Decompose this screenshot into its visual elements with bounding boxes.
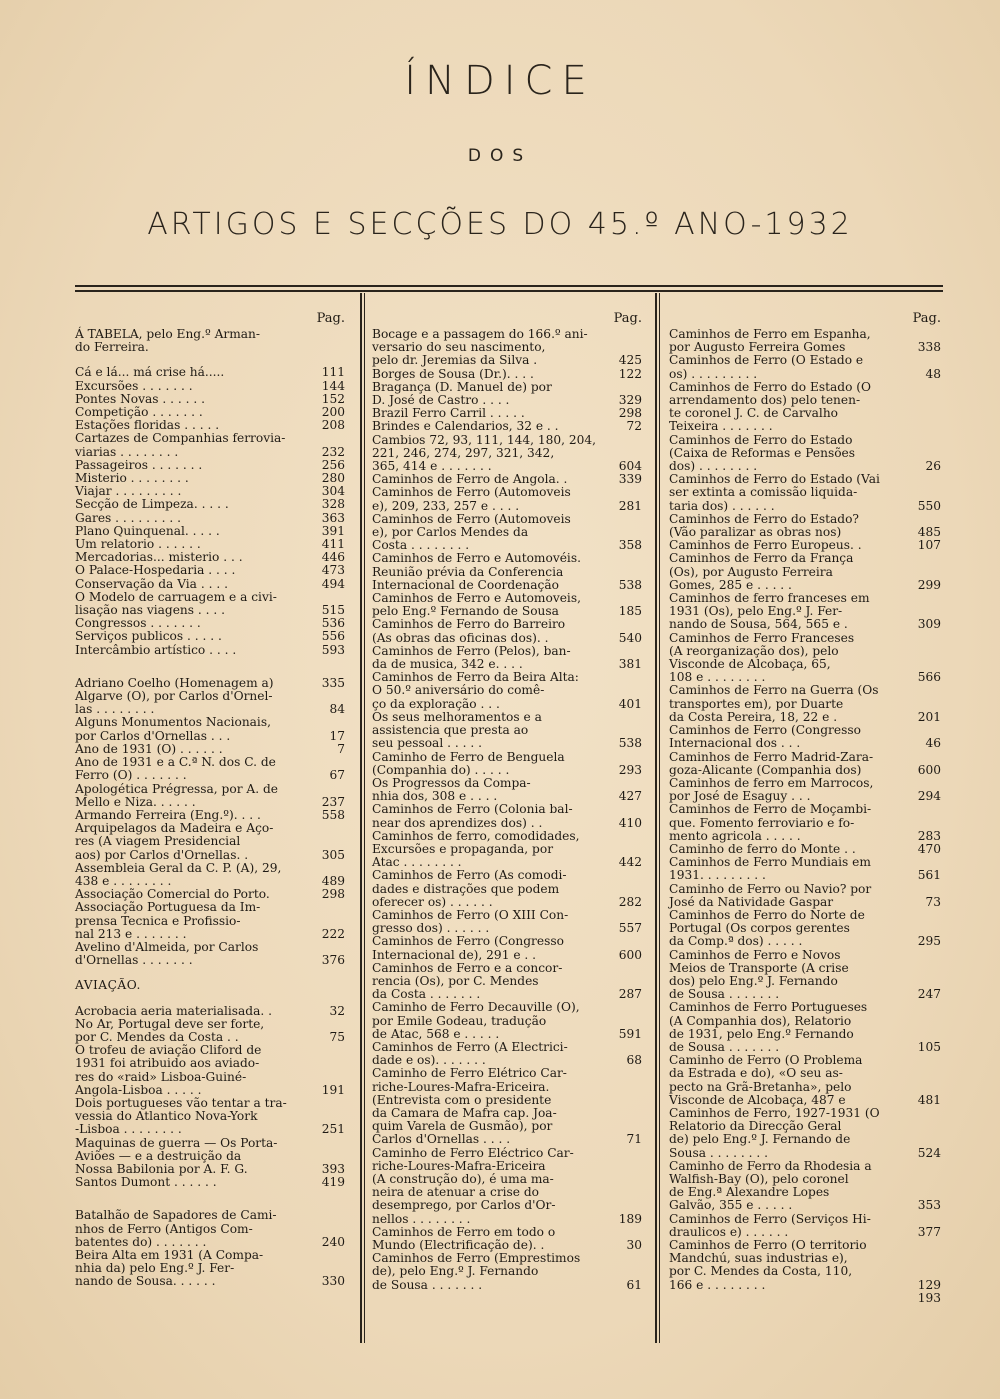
entry-page-number: 48: [925, 366, 941, 381]
index-entry: [669, 856, 941, 882]
index-entry: [669, 777, 941, 803]
entry-title: Caminhos de Ferro (Colonia bal- near dos aprendizes dos) . .: [372, 802, 573, 830]
entry-title: Cambios 72, 93, 111, 144, 180, 204, 221, 246, 274, 297, 321, 342, 365, 414 e . . . . . . .: [372, 432, 596, 474]
index-entry: [669, 552, 941, 592]
entry-title: Caminhos de Ferro do Estado (Vai ser extinta a comissão liquida- taria dos) . . . . . .: [669, 472, 880, 513]
entry-page-number: 17: [329, 728, 345, 743]
entry-page-number: 358: [618, 538, 642, 553]
entry-title: Misterio . . . . . . . .: [75, 471, 189, 486]
entry-title: Plano Quinquenal. . . . .: [75, 523, 220, 538]
page-column-header: Pag.: [316, 311, 345, 326]
entry-title: Caminhos de Ferro e Automovéis. Reunião prévia da Conferencia Internacional de Coordenação: [372, 551, 581, 592]
index-entry: [372, 420, 642, 433]
index-entry: [372, 751, 642, 777]
top-rule-thin: [75, 290, 943, 292]
index-entry: [75, 1137, 345, 1177]
entry-title: No Ar, Portugal deve ser forte, por C. Mendes da Costa . .: [75, 1016, 265, 1044]
entry-title: Alguns Monumentos Nacionais, por Carlos d'Ornellas . . .: [75, 715, 271, 743]
entry-title: Avelino d'Almeida, por Carlos d'Ornellas . . . . . . .: [75, 939, 259, 968]
entry-page-number: 558: [321, 807, 345, 822]
entry-page-number: 540: [618, 630, 642, 645]
index-entry: [669, 909, 941, 949]
index-entry: [669, 724, 941, 750]
index-entry: [669, 354, 941, 380]
entry-title: Caminhos de Ferro do Estado (Caixa de Reformas e Pensões dos) . . . . . . . .: [669, 432, 856, 474]
entry-page-number: 381: [618, 657, 642, 672]
entry-title: Caminhos de Ferro (Congresso Internacional de), 291 e . .: [372, 934, 564, 962]
entry-page-number: 84: [329, 702, 345, 717]
entry-title: Maquinas de guerra — Os Porta- Aviões — e a destruição da Nossa Babilonia por A. F. G.: [75, 1135, 278, 1176]
entry-page-number: 61: [626, 1277, 642, 1292]
index-entry: [669, 1054, 941, 1107]
entry-page-number: 193: [917, 1290, 941, 1305]
index-entry: [669, 328, 941, 354]
entry-title: Caminho de Ferro de Benguela (Companhia do) . . . . .: [372, 749, 565, 777]
entry-page-number: 122: [618, 366, 642, 381]
column-divider: [360, 293, 362, 1343]
entry-title: Caminhos de Ferro do Estado? (Vão paralizar as obras nos): [669, 511, 859, 540]
spacer: [75, 657, 345, 677]
entry-page-number: 201: [917, 709, 941, 724]
index-entry: [75, 328, 345, 354]
entry-page-number: 524: [917, 1145, 941, 1160]
index-entry: [75, 783, 345, 809]
entry-title: Caminhos de Ferro Mundiais em 1931. . . . . . . . .: [669, 855, 871, 883]
entry-page-number: 208: [321, 418, 345, 433]
entry-page-number: 30: [626, 1238, 642, 1253]
entry-title: Caminhos de Ferro na Guerra (Os transportes em), por Duarte da Costa Pereira, 18, 22 e .: [669, 683, 879, 724]
entry-page-number: 330: [321, 1274, 345, 1289]
index-entry: [372, 935, 642, 961]
entry-title: Secção de Limpeza. . . . .: [75, 497, 229, 512]
entry-page-number: 550: [917, 498, 941, 513]
entry-title: Gares . . . . . . . . .: [75, 510, 182, 525]
index-entry: [669, 949, 941, 1002]
index-entry: [372, 711, 642, 751]
entry-page-number: 46: [925, 736, 941, 751]
index-entry: [75, 512, 345, 525]
entry-page-number: 287: [618, 987, 642, 1002]
entry-title: Caminhos de Ferro da França (Os), por Augusto Ferreira Gomes, 285 e . . . . .: [669, 551, 854, 592]
index-entry: [669, 684, 941, 724]
entry-title: Caminhos de Ferro, 1927-1931 (O Relatorio da Direcção Geral de) pelo Eng.º J. Fernando de Sousa . . . . . . . .: [669, 1105, 880, 1160]
entry-title: Brindes e Calendarios, 32 e . .: [372, 419, 559, 434]
entry-page-number: 26: [925, 459, 941, 474]
entry-page-number: 298: [321, 887, 345, 902]
entry-page-number: 304: [321, 484, 345, 499]
entry-title: Caminhos de Ferro e Automoveis, pelo Eng.º Fernando de Sousa: [372, 591, 581, 619]
title-connector: DOS: [467, 146, 533, 166]
entry-title: Caminhos de Ferro Portugueses (A Companhia dos), Relatorio de 1931, pelo Eng.º Fernando de Sousa . . . . . . .: [669, 1000, 868, 1054]
index-entry: [372, 909, 642, 935]
entry-title: Caminho de ferro do Monte . .: [669, 841, 856, 856]
column-divider: [364, 293, 365, 1343]
entry-title: Caminhos de Ferro (Automoveis e), 209, 233, 257 e . . . .: [372, 485, 571, 513]
index-entry: [75, 690, 345, 716]
entry-title: Caminhos de Ferro Madrid-Zara- goza-Alicante (Companhia dos): [669, 749, 874, 777]
entry-page-number: 32: [329, 1003, 345, 1018]
entry-page-number: 604: [618, 459, 642, 474]
entry-page-number: 185: [618, 604, 642, 619]
index-entry: [372, 434, 642, 474]
entry-page-number: 556: [321, 629, 345, 644]
entry-page-number: 280: [321, 471, 345, 486]
entry-page-number: 600: [618, 947, 642, 962]
index-entry: [75, 1176, 345, 1189]
entry-page-number: 481: [917, 1092, 941, 1107]
entry-title: O 50.º aniversário do comê- ço da exploração . . .: [372, 683, 545, 711]
entry-title: Estações floridas . . . . .: [75, 418, 220, 433]
index-entry: [75, 901, 345, 941]
entry-page-number: 281: [618, 498, 642, 513]
entry-title: Caminhos de Ferro do Barreiro (As obras das oficinas dos). .: [372, 617, 566, 645]
index-entry: [669, 1213, 941, 1239]
entry-title: Caminhos de Ferro de Moçambi- que. Fomento ferroviario e fo- mento agricola . . . . .: [669, 802, 872, 843]
entry-page-number: 353: [917, 1198, 941, 1213]
page-column-header: Pag.: [613, 311, 642, 326]
entry-title: AVIAÇÃO.: [75, 978, 141, 993]
entry-title: Associação Comercial do Porto.: [75, 887, 270, 902]
index-entry: [372, 1252, 642, 1292]
entry-page-number: 536: [321, 616, 345, 631]
top-rule: [75, 285, 943, 287]
entry-page-number: 335: [321, 675, 345, 690]
entry-page-number: 470: [917, 841, 941, 856]
entry-title: Caminhos de Ferro (O territorio Mandchú, suas industrias e), por C. Mendes da Costa, 110, 166 e . . . . . . . .: [669, 1238, 867, 1292]
index-entry: [372, 777, 642, 803]
index-entry: [372, 1067, 642, 1146]
entry-page-number: 283: [917, 828, 941, 843]
index-entry: [75, 756, 345, 782]
index-entry: [75, 380, 345, 393]
column-divider: [655, 293, 657, 1343]
entry-page-number: 411: [321, 537, 345, 552]
index-entry: [372, 486, 642, 512]
entry-page-number: 329: [618, 393, 642, 408]
entry-page-number: 393: [321, 1161, 345, 1176]
entry-title: Caminhos de Ferro em todo o Mundo (Electrificação de). .: [372, 1224, 556, 1253]
entry-page-number: 566: [917, 670, 941, 685]
entry-page-number: 75: [329, 1029, 345, 1044]
index-column-1: [75, 310, 345, 1289]
index-entry: [372, 803, 642, 829]
entry-title: Caminhos de Ferro Franceses (A reorganização dos), pelo Visconde de Alcobaça, 65, 108 e . . . . . . . .: [669, 630, 855, 685]
entry-title: Caminhos de Ferro (A Electrici- dade e os). . . . . . .: [372, 1039, 568, 1068]
index-entry: [75, 366, 345, 379]
entry-title: Caminhos de Ferro (O Estado e os) . . . . . . . . .: [669, 353, 864, 381]
entry-title: Caminhos de Ferro (Serviços Hi- draulicos e) . . . . . .: [669, 1211, 871, 1239]
index-entry: [75, 630, 345, 643]
index-entry: [372, 869, 642, 909]
index-entry: [372, 618, 642, 644]
entry-title: Ano de 1931 (O) . . . . . .: [75, 741, 223, 756]
entry-page-number: 152: [321, 391, 345, 406]
entry-title: Brazil Ferro Carril . . . . .: [372, 406, 525, 421]
entry-title: Caminhos de Ferro em Espanha, por Augusto Ferreira Gomes: [669, 327, 871, 355]
entry-title: Armando Ferreira (Eng.º). . . .: [75, 807, 261, 822]
index-entry: [75, 822, 345, 862]
entry-title: Os seus melhoramentos e a assistencia que presta ao seu pessoal . . . . .: [372, 709, 542, 751]
index-entry: [75, 1249, 345, 1289]
entry-page-number: 338: [917, 340, 941, 355]
entry-page-number: 593: [321, 642, 345, 657]
index-entry: [372, 381, 642, 407]
entry-page-number: 232: [321, 444, 345, 459]
entry-title: Caminho de Ferro Decauville (O), por Emile Godeau, tradução de Atac, 568 e . . . . .: [372, 1000, 580, 1041]
entry-title: Caminho de Ferro da Rhodesia a Walfish-Bay (O), pelo coronel de Eng.ª Alexandre Lopes Galvão, 355 e . . . . .: [669, 1158, 872, 1213]
entry-title: Beira Alta em 1931 (A Compa- nhia da) pelo Eng.º J. Fer- nando de Sousa. . . . . .: [75, 1248, 264, 1289]
entry-page-number: 419: [321, 1175, 345, 1190]
entry-page-number: 299: [917, 577, 941, 592]
entry-title: O Modelo de carruagem e a civi- lisação nas viagens . . . .: [75, 589, 277, 618]
entry-title: Intercâmbio artístico . . . .: [75, 642, 237, 657]
entry-page-number: 105: [917, 1039, 941, 1054]
entry-title: Caminhos de ferro em Marrocos, por José de Esaguy . . .: [669, 775, 874, 804]
index-entry: [75, 862, 345, 888]
entry-title: Caminho de Ferro (O Problema da Estrada e do), «O seu as- pecto na Grã-Bretanha», pelo Visconde de Alcobaça, 487 e: [669, 1053, 863, 1107]
entry-page-number: 376: [321, 953, 345, 968]
index-entry: [75, 591, 345, 617]
entry-title: Acrobacia aeria materialisada. .: [75, 1003, 272, 1018]
index-entry: [75, 564, 345, 577]
index-entry: [372, 684, 642, 710]
entry-page-number: 377: [917, 1224, 941, 1239]
index-entry: [669, 883, 941, 909]
index-entry: [669, 434, 941, 474]
index-entry: [669, 513, 941, 539]
spacer: [75, 993, 345, 1005]
entry-page-number: 442: [618, 855, 642, 870]
entry-title: O trofeu de aviação Cliford de 1931 foi atribuido aos aviado- res do «raid» Lisboa-Guiné- Angola-Lisboa . . . . .: [75, 1043, 262, 1097]
index-entry: [669, 473, 941, 513]
entry-page-number: 446: [321, 550, 345, 565]
index-entry: [372, 552, 642, 592]
entry-title: Caminhos de Ferro (O XIII Con- gresso dos) . . . . . .: [372, 907, 569, 936]
entry-title: Bragança (D. Manuel de) por D. José de Castro . . . .: [372, 379, 552, 408]
entry-page-number: 251: [321, 1122, 345, 1137]
index-entry: [75, 498, 345, 511]
entry-page-number: 391: [321, 523, 345, 538]
index-entry: [669, 1239, 941, 1292]
entry-page-number: 237: [321, 794, 345, 809]
entry-page-number: 473: [321, 563, 345, 578]
entry-page-number: 561: [917, 868, 941, 883]
entry-title: Arquipelagos da Madeira e Aço- res (A viagem Presidencial aos) por Carlos d'Ornellas. .: [75, 821, 274, 862]
entry-page-number: 538: [618, 577, 642, 592]
entry-title: Congressos . . . . . . .: [75, 616, 201, 631]
entry-page-number: 309: [917, 617, 941, 632]
entry-title: Caminhos de ferro franceses em 1931 (Os), pelo Eng.º J. Fer- nando de Sousa, 564, 565 e .: [669, 591, 870, 632]
index-entry: [669, 632, 941, 685]
entry-title: Serviços publicos . . . . .: [75, 629, 222, 644]
entry-title: O Palace-Hospedaria . . . .: [75, 563, 236, 578]
entry-page-number: 282: [618, 894, 642, 909]
index-entry: [669, 1107, 941, 1160]
entry-title: Borges de Sousa (Dr.). . . .: [372, 366, 534, 381]
entry-title: Bocage e a passagem do 166.º ani- versario do seu nascimento, pelo dr. Jeremias da Silva .: [372, 327, 588, 368]
entry-page-number: 427: [618, 789, 642, 804]
entry-page-number: 256: [321, 457, 345, 472]
index-entry: [75, 644, 345, 657]
index-entry: [372, 592, 642, 618]
entry-page-number: 247: [917, 987, 941, 1002]
entry-title: Cartazes de Companhias ferrovia- viarias . . . . . . . .: [75, 431, 286, 459]
entry-title: Á TABELA, pelo Eng.º Arman- do Ferreira.: [75, 327, 261, 355]
entry-title: Caminhos de Ferro (Automoveis e), por Carlos Mendes da Costa . . . . . . . .: [372, 511, 571, 553]
entry-page-number: 72: [626, 419, 642, 434]
entry-page-number: 293: [618, 762, 642, 777]
entry-title: Caminhos de Ferro (Emprestimos de), pelo Eng.º J. Fernando de Sousa . . . . . . .: [372, 1251, 581, 1292]
index-entry: [372, 368, 642, 381]
entry-page-number: 485: [917, 525, 941, 540]
index-entry: [372, 830, 642, 870]
entry-page-number: 591: [618, 1026, 642, 1041]
entry-page-number: 191: [321, 1082, 345, 1097]
entry-title: Passageiros . . . . . . .: [75, 457, 203, 472]
entry-title: Dois portugueses vão tentar a tra- vessia do Atlantico Nova-York -Lisboa . . . . . . . .: [75, 1095, 287, 1137]
index-entry: [75, 1097, 345, 1137]
entry-page-number: 189: [618, 1211, 642, 1226]
entry-page-number: 294: [917, 789, 941, 804]
entry-page-number: 222: [321, 926, 345, 941]
index-entry: [75, 578, 345, 591]
entry-page-number: 68: [626, 1053, 642, 1068]
entry-page-number: 144: [321, 378, 345, 393]
index-entry: [75, 941, 345, 967]
entry-page-number: 410: [618, 815, 642, 830]
index-entry: [372, 513, 642, 553]
index-entry: [75, 716, 345, 742]
page-column-header: Pag.: [912, 311, 941, 326]
index-entry: [669, 1292, 941, 1305]
entry-title: Os Progressos da Compa- nhia dos, 308 e . . . .: [372, 775, 531, 804]
entry-title: Conservação da Via . . . .: [75, 576, 228, 591]
index-entry: [372, 645, 642, 671]
entry-title: Caminhos de Ferro e a concor- rencia (Os), por C. Mendes da Costa . . . . . . .: [372, 960, 563, 1002]
index-entry: [75, 1044, 345, 1097]
entry-title: Competição . . . . . . .: [75, 405, 203, 420]
index-entry: [372, 1147, 642, 1226]
index-entry: [75, 432, 345, 458]
entry-page-number: 295: [917, 934, 941, 949]
entry-page-number: 7: [337, 741, 345, 756]
entry-title: Excursões . . . . . . .: [75, 378, 193, 393]
entry-page-number: 129: [917, 1277, 941, 1292]
index-entry: [372, 962, 642, 1002]
index-entry: [669, 1160, 941, 1213]
spacer: [75, 1189, 345, 1209]
entry-page-number: 363: [321, 510, 345, 525]
entry-page-number: 557: [618, 921, 642, 936]
entry-page-number: 339: [618, 472, 642, 487]
entry-title: Assembleia Geral da C. P. (A), 29, 438 e . . . . . . . .: [75, 860, 282, 888]
entry-title: Um relatorio . . . . . .: [75, 537, 201, 552]
entry-title: Caminhos de Ferro e Novos Meios de Transporte (A crise dos) pelo Eng.º J. Fernando de Sousa . . . . . . .: [669, 947, 849, 1002]
entry-page-number: 73: [925, 894, 941, 909]
entry-title: Batalhão de Sapadores de Cami- nhos de Ferro (Antigos Com- batentes do) . . . . . . .: [75, 1208, 277, 1249]
entry-page-number: 538: [618, 736, 642, 751]
entry-page-number: 298: [618, 406, 642, 421]
entry-title: Caminhos de Ferro do Estado (O arrendamento dos) pelo tenen- te coronel J. C. de Carvalho Teixeira . . . . . . .: [669, 379, 872, 434]
index-entry: [75, 1209, 345, 1249]
index-entry: [669, 803, 941, 843]
index-entry: [372, 328, 642, 368]
entry-title: Caminhos de Ferro (Congresso Internacional dos . . .: [669, 723, 861, 751]
entry-title: Caminhos de Ferro da Beira Alta:: [372, 670, 579, 685]
entry-page-number: 107: [917, 538, 941, 553]
entry-title: Ano de 1931 e a C.ª N. dos C. de Ferro (O) . . . . . . .: [75, 755, 276, 783]
entry-page-number: 71: [626, 1132, 642, 1147]
entry-page-number: 600: [917, 762, 941, 777]
page-title: ÍNDICE: [404, 58, 596, 104]
entry-title: Apologética Prégressa, por A. de Mello e Niza. . . . . .: [75, 781, 278, 809]
index-entry: [669, 592, 941, 632]
entry-title: Mercadorias... misterio . . .: [75, 550, 243, 565]
entry-title: Caminho de Ferro ou Navio? por José da Natividade Gaspar: [669, 881, 872, 909]
index-entry: [75, 1018, 345, 1044]
entry-page-number: 401: [618, 696, 642, 711]
entry-page-number: 200: [321, 405, 345, 420]
entry-title: Caminhos de Ferro de Angola. .: [372, 472, 568, 487]
entry-title: Associação Portuguesa da Im- prensa Tecnica e Profissio- nal 213 e . . . . . . .: [75, 900, 261, 941]
entry-page-number: 111: [321, 365, 345, 380]
entry-title: Caminhos de Ferro do Norte de Portugal (Os corpos gerentes da Comp.ª dos) . . . . .: [669, 907, 865, 949]
entry-title: Adriano Coelho (Homenagem a): [75, 675, 274, 690]
entry-title: Caminho de Ferro Eléctrico Car- riche-Loures-Mafra-Ericeira (A construção do), é uma ma- neira de atenuar a crise do desemprego, por Carlos d'Or- nellos . . . . . . . .: [372, 1145, 574, 1226]
index-entry: [372, 1226, 642, 1252]
entry-title: Pontes Novas . . . . . .: [75, 391, 206, 406]
entry-title: Viajar . . . . . . . . .: [75, 484, 182, 499]
page-subtitle: ARTIGOS E SECÇÕES DO 45.º ANO-1932: [147, 207, 853, 242]
entry-page-number: 494: [321, 576, 345, 591]
entry-title: Caminho de Ferro Elétrico Car- riche-Loures-Mafra-Ericeira. (Entrevista com o presidente da Camara de Mafra cap. Joa- quim Varela de Gusmão), por Carlos d'Ornellas . . . .: [372, 1066, 567, 1147]
column-divider: [659, 293, 660, 1343]
entry-page-number: 328: [321, 497, 345, 512]
index-entry: [669, 381, 941, 434]
entry-title: Caminhos de Ferro (As comodi- dades e distrações que podem oferecer os) . . . . . .: [372, 868, 567, 909]
entry-page-number: 425: [618, 353, 642, 368]
entry-title: Caminhos de Ferro Europeus. .: [669, 538, 862, 553]
entry-page-number: 489: [321, 873, 345, 888]
index-entry: [75, 1005, 345, 1018]
entry-title: Algarve (O), por Carlos d'Ornel- las . . . . . . . .: [75, 689, 273, 717]
index-entry: [669, 751, 941, 777]
entry-title: Caminhos de Ferro (Pelos), ban- da de musica, 342 e. . . .: [372, 643, 571, 672]
index-column-2: [372, 310, 642, 1292]
index-entry: [669, 1001, 941, 1054]
section-heading: [75, 979, 345, 992]
entry-page-number: 515: [321, 603, 345, 618]
entry-title: Caminhos de ferro, comodidades, Excursões e propaganda, por Atac . . . . . . . .: [372, 828, 580, 870]
entry-page-number: 240: [321, 1234, 345, 1249]
entry-page-number: 305: [321, 847, 345, 862]
entry-title: Cá e lá... má crise há.....: [75, 365, 225, 380]
entry-page-number: 67: [329, 768, 345, 783]
index-column-3: [669, 310, 941, 1305]
entry-title: Santos Dumont . . . . . .: [75, 1175, 217, 1190]
index-entry: [372, 1041, 642, 1067]
index-entry: [372, 1001, 642, 1041]
